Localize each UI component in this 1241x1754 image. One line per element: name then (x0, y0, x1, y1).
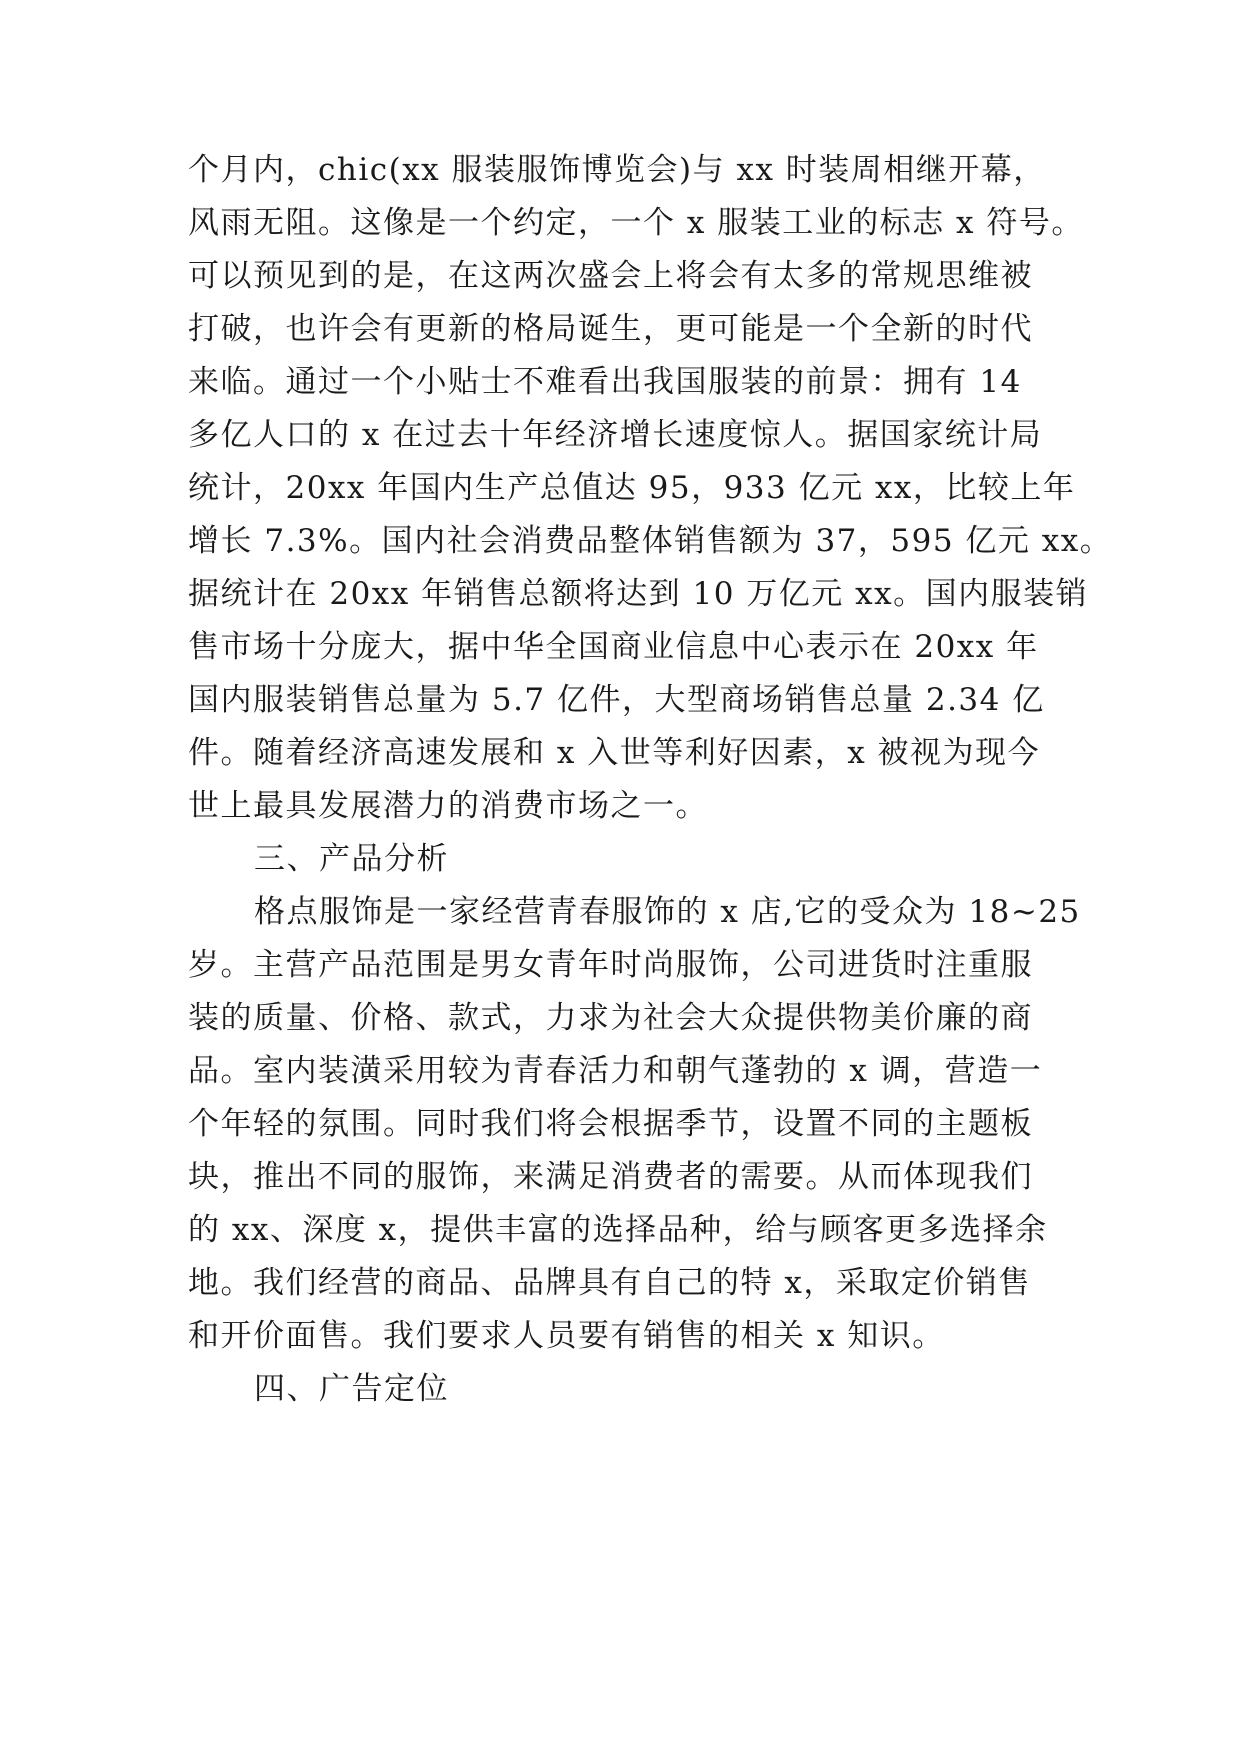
paragraph-line: 打破，也许会有更新的格局诞生，更可能是一个全新的时代 (188, 311, 1033, 347)
paragraph-line: 风雨无阻。这像是一个约定，一个 x 服装工业的标志 x 符号。 (188, 205, 1084, 241)
paragraph-line: 件。随着经济高速发展和 x 入世等利好因素，x 被视为现今 (188, 735, 1041, 771)
paragraph-line: 来临。通过一个小贴士不难看出我国服装的前景：拥有 14 (188, 364, 1022, 400)
paragraph-line: 的 xx、深度 x，提供丰富的选择品种，给与顾客更多选择余 (188, 1212, 1048, 1248)
section-heading: 四、广告定位 (254, 1371, 449, 1407)
paragraph-line: 国内服装销售总量为 5.7 亿件，大型商场销售总量 2.34 亿 (188, 682, 1045, 718)
paragraph-line: 个月内，chic(xx 服装服饰博览会)与 xx 时装周相继开幕， (188, 152, 1046, 188)
paragraph-line: 岁。主营产品范围是男女青年时尚服饰，公司进货时注重服 (188, 947, 1033, 983)
paragraph-line: 品。室内装潢采用较为青春活力和朝气蓬勃的 x 调，营造一 (188, 1053, 1043, 1089)
paragraph-line: 个年轻的氛围。同时我们将会根据季节，设置不同的主题板 (188, 1106, 1033, 1142)
paragraph-line: 售市场十分庞大，据中华全国商业信息中心表示在 20xx 年 (188, 629, 1039, 665)
paragraph-line: 可以预见到的是，在这两次盛会上将会有太多的常规思维被 (188, 258, 1033, 294)
paragraph-line: 据统计在 20xx 年销售总额将达到 10 万亿元 xx。国内服装销 (188, 576, 1089, 612)
paragraph-line: 增长 7.3%。国内社会消费品整体销售额为 37，595 亿元 xx。 (188, 523, 1113, 559)
paragraph-line: 格点服饰是一家经营青春服饰的 x 店,它的受众为 18~25 (254, 894, 1081, 930)
paragraph-line: 地。我们经营的商品、品牌具有自己的特 x，采取定价销售 (188, 1265, 1031, 1301)
paragraph-line: 块，推出不同的服饰，来满足消费者的需要。从而体现我们 (188, 1159, 1033, 1195)
paragraph-line: 装的质量、价格、款式，力求为社会大众提供物美价廉的商 (188, 1000, 1033, 1036)
paragraph-line: 多亿人口的 x 在过去十年经济增长速度惊人。据国家统计局 (188, 417, 1043, 453)
paragraph-line: 世上最具发展潜力的消费市场之一。 (188, 788, 708, 824)
paragraph-line: 和开价面售。我们要求人员要有销售的相关 x 知识。 (188, 1318, 945, 1354)
paragraph-line: 统计，20xx 年国内生产总值达 95，933 亿元 xx，比较上年 (188, 470, 1076, 506)
section-heading: 三、产品分析 (254, 841, 449, 877)
